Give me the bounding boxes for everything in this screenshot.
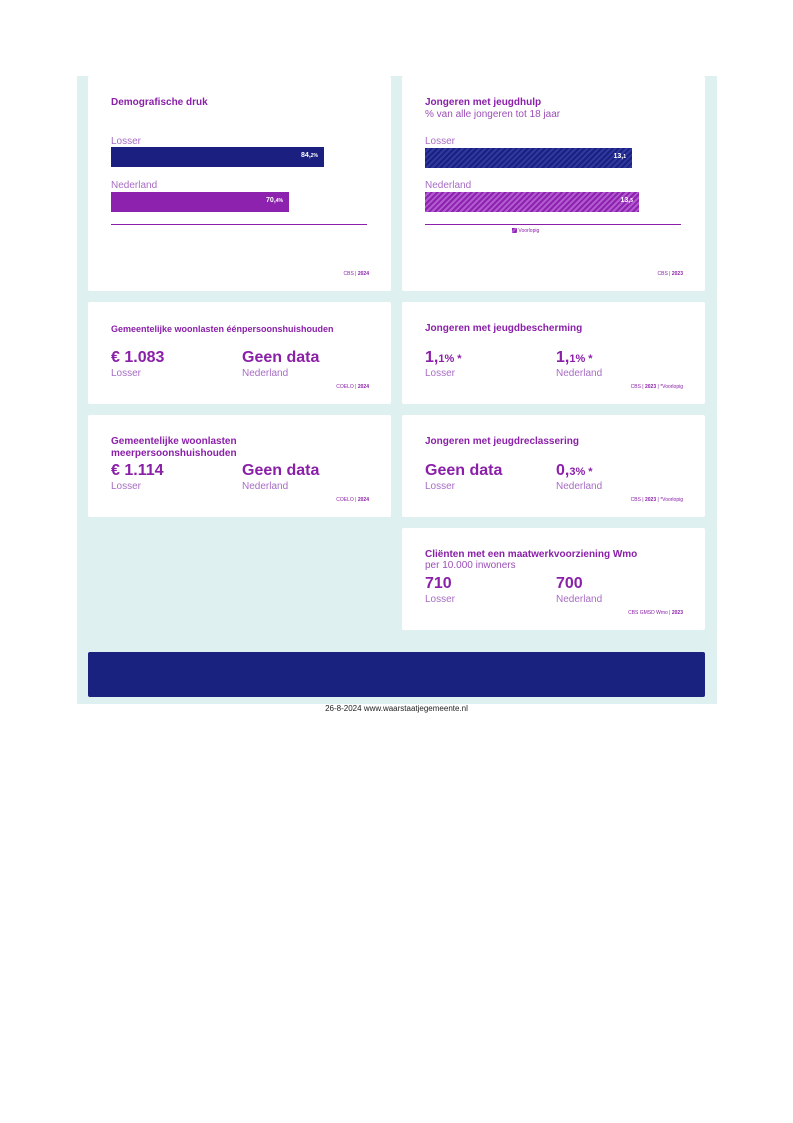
value-nederland: 1,1% * [556,349,593,366]
source-label: CBS | 2023 [657,271,683,277]
place-nederland: Nederland [556,594,603,605]
card-jeugdhulp [402,76,705,291]
value-losser: Geen data [425,462,503,479]
bar-label-nederland: Nederland [425,180,472,191]
source-label: CBS | 2023 | *Voorlopig [630,384,683,390]
place-nederland: Nederland [556,481,603,492]
hatch-swatch-icon [512,228,517,233]
bar-value: 70,4% [266,197,283,204]
place-losser: Losser [111,368,142,379]
chart-baseline [425,224,681,225]
bar-value: 84,2% [301,152,318,159]
footer-band [88,652,705,697]
card-subtitle: % van alle jongeren tot 18 jaar [425,109,561,120]
card-woonlasten-eenpersoons [88,302,391,404]
card-jeugdreclassering [402,415,705,517]
value-nederland: Geen data [242,462,320,479]
card-title: Jongeren met jeugdbescherming [425,323,583,334]
source-label: COELO | 2024 [336,384,369,390]
card-demografische-druk [88,76,391,291]
place-losser: Losser [111,481,142,492]
card-subtitle: per 10.000 inwoners [425,560,516,571]
legend-voorlopig: Voorlopig [512,228,539,234]
card-title-line2: meerpersoonshuishouden [111,448,237,459]
card-title: Gemeentelijke woonlasten éénpersoonshuishouden [111,324,334,334]
bar-nederland [111,192,289,212]
place-losser: Losser [425,481,456,492]
place-nederland: Nederland [242,368,289,379]
place-nederland: Nederland [242,481,289,492]
bar-value: 13,5 [620,197,633,204]
value-losser: 1,1% * [425,349,462,366]
content-panel [77,76,717,704]
bar-nederland [425,192,639,212]
value-nederland: 700 [556,575,583,592]
source-label: CBS GMSD Wmo | 2023 [628,610,683,616]
card-woonlasten-meerpersoons [88,415,391,517]
card-title-line1: Gemeentelijke woonlasten [111,436,237,447]
value-nederland: Geen data [242,349,320,366]
source-label: COELO | 2024 [336,497,369,503]
bar-label-nederland: Nederland [111,180,158,191]
bar-value: 13,1 [613,153,626,160]
card-title: Jongeren met jeugdhulp [425,97,542,108]
place-losser: Losser [425,368,456,379]
value-losser: € 1.083 [111,349,165,366]
page-footer: 26-8-2024 www.waarstaatjegemeente.nl [325,704,468,713]
place-nederland: Nederland [556,368,603,379]
card-title: Demografische druk [111,97,208,108]
value-losser: € 1.114 [111,462,164,479]
bar-label-losser: Losser [425,136,456,147]
value-nederland: 0,3% * [556,462,593,479]
source-label: CBS | 2024 [343,271,369,277]
source-label: CBS | 2023 | *Voorlopig [630,497,683,503]
bar-label-losser: Losser [111,136,142,147]
card-wmo [402,528,705,630]
place-losser: Losser [425,594,456,605]
bar-losser [111,147,324,167]
bar-losser [425,148,632,168]
card-title: Cliënten met een maatwerkvoorziening Wmo [425,549,638,560]
card-jeugdbescherming [402,302,705,404]
value-losser: 710 [425,575,452,592]
site-link[interactable]: www.waarstaatjegemeente.nl [363,704,468,713]
card-title: Jongeren met jeugdreclassering [425,436,579,447]
chart-baseline [111,224,367,225]
